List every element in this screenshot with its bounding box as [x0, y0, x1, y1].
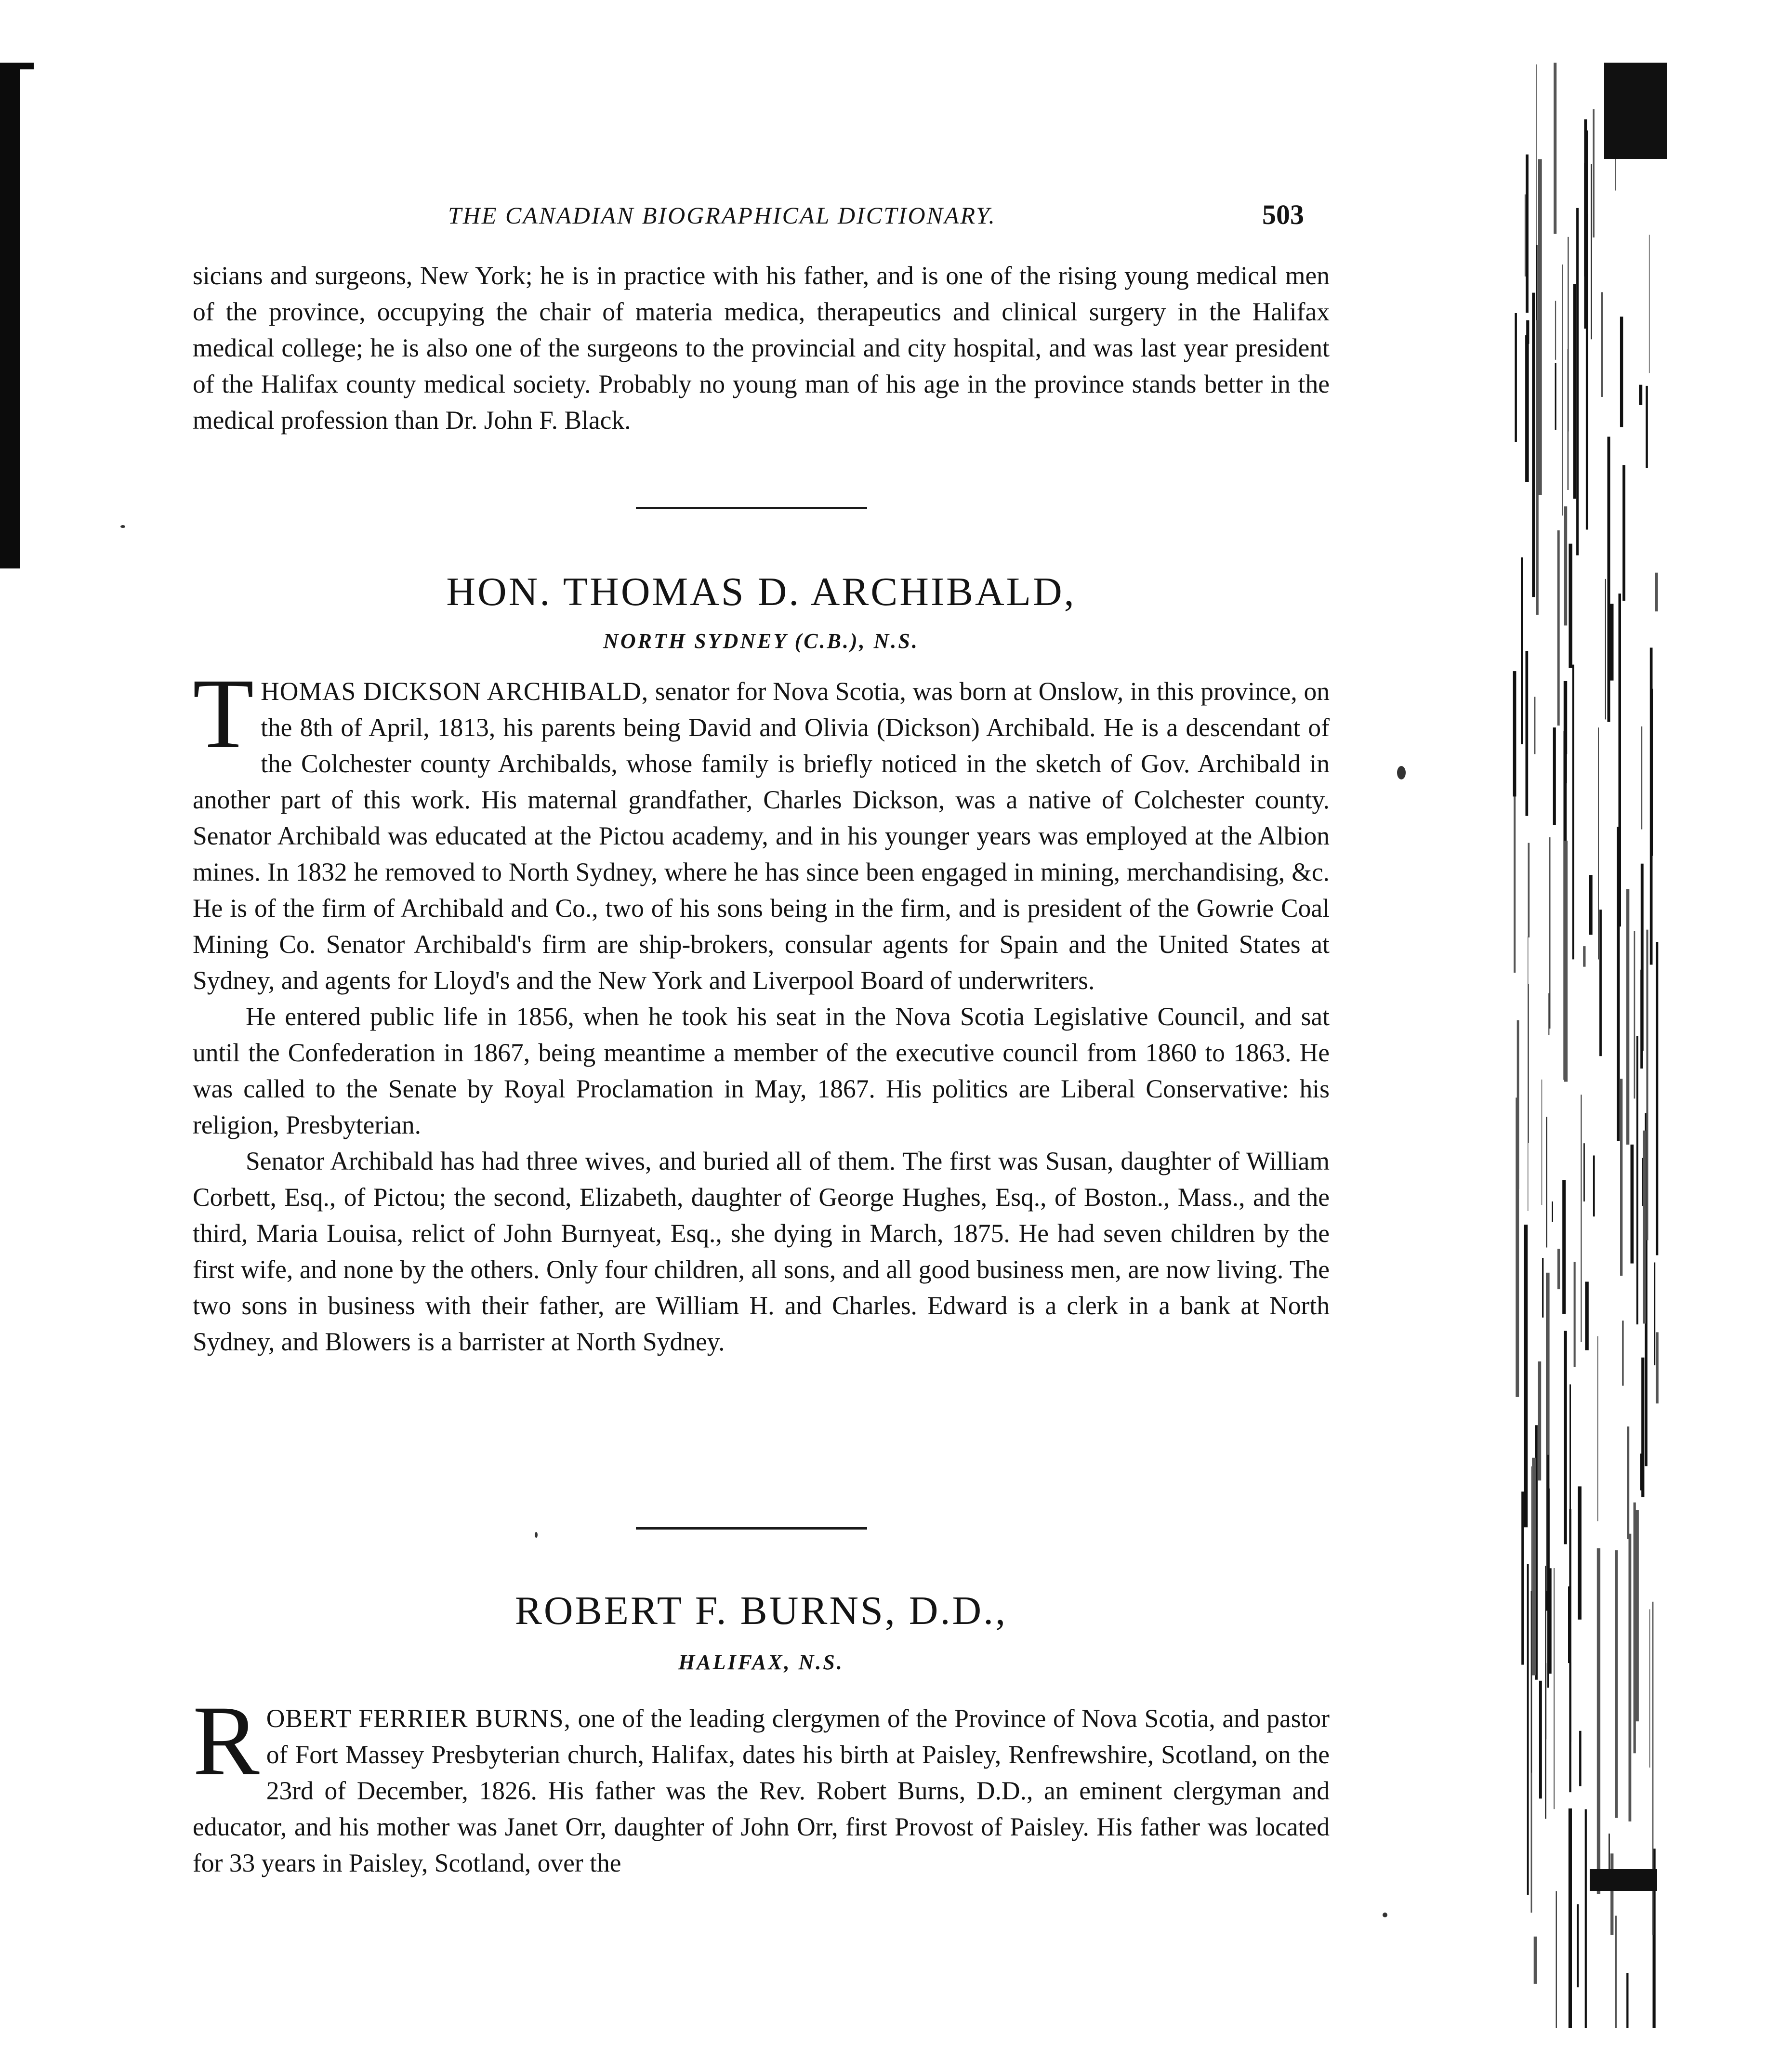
- scan-streak: [1569, 544, 1572, 668]
- scan-streak: [1527, 1564, 1529, 1895]
- scan-streak: [1556, 1891, 1557, 2029]
- scan-streak: [1601, 292, 1603, 397]
- scan-streak: [1619, 594, 1622, 926]
- scan-streak: [1542, 1258, 1543, 1318]
- scan-streak: [1589, 875, 1592, 935]
- scan-streak: [1534, 697, 1535, 754]
- scan-streak: [1608, 437, 1610, 722]
- continuation-block: [193, 258, 1330, 438]
- scan-streak: [1570, 1663, 1571, 1742]
- scan-streak: [1515, 313, 1517, 442]
- scan-streak: [1615, 1550, 1618, 1818]
- biography-location: HALIFAX, N.S.: [678, 1650, 844, 1674]
- scan-streak: [1593, 1156, 1595, 1217]
- scan-streak: [1597, 1548, 1600, 1894]
- scan-streak: [1528, 937, 1529, 1211]
- binding-shadow-top: [0, 63, 34, 69]
- scan-streak: [1598, 727, 1599, 959]
- scan-streak: [1538, 1361, 1542, 1480]
- ink-speck: [1383, 1913, 1387, 1917]
- scan-streak: [1593, 109, 1595, 238]
- scan-streak: [1627, 1426, 1629, 1539]
- ink-speck: [120, 525, 125, 528]
- scan-streak: [1569, 1808, 1572, 2028]
- scan-streak: [1525, 335, 1529, 482]
- scan-streak: [1626, 889, 1629, 1145]
- scan-streak: [1646, 930, 1648, 1241]
- scan-streak: [1534, 1937, 1537, 1984]
- scan-streak: [1583, 1143, 1585, 1201]
- scan-block: [1590, 1869, 1657, 1891]
- scan-streak: [1641, 864, 1644, 1051]
- scan-streak: [1643, 1131, 1646, 1324]
- scan-streak: [1605, 579, 1606, 720]
- scan-streak: [1538, 159, 1542, 495]
- section-divider: [636, 507, 867, 509]
- scan-streak: [1636, 1036, 1638, 1324]
- biography-paragraph: He entered public life in 1856, when he took his seat in the Nova Scotia Legislative Council, and sat until the Confederation in 1867, being meantime a member of the executive council from 1860 to 1863. He was called to the Senate by Royal Proclamation in May, 1867. His politics are Liberal Conservative: his religion, Presbyterian.: [193, 1002, 1330, 1139]
- section-divider: [636, 1527, 867, 1530]
- scan-streak: [1622, 465, 1625, 601]
- scan-streak: [1591, 164, 1592, 339]
- scan-streak: [1564, 841, 1568, 1082]
- scan-streak: [1585, 1282, 1588, 1351]
- scan-streak: [1549, 1568, 1551, 1674]
- scan-streak: [1581, 1095, 1582, 1342]
- scan-streak: [1557, 530, 1560, 726]
- scan-streak: [1610, 604, 1614, 680]
- scan-streak: [1649, 235, 1650, 373]
- scan-streak: [1585, 1809, 1587, 2028]
- scan-streak: [1629, 1534, 1632, 1821]
- scan-streak: [1656, 942, 1658, 1255]
- biography-title: HON. THOMAS D. ARCHIBALD,: [446, 569, 1076, 614]
- scan-streak: [1546, 1117, 1547, 1247]
- continuation-paragraph: sicians and surgeons, New York; he is in practice with his father, and is one of the rising young medical men of the province, occupying the chair of materia medica, therapeutics and clinical surgery in the Halifax medical college; he is also one of the surgeons to the provincial and city hospital, and was last year president of the Halifax county medical society. Probably no young man of his age in the province stands better in the medical profession than Dr. John F. Black.: [193, 261, 1330, 435]
- biography-paragraph: [193, 1685, 1330, 1881]
- scan-streak: [1574, 1262, 1576, 1367]
- scan-streak: [1646, 386, 1648, 468]
- scan-streak: [1597, 1336, 1598, 1521]
- biography-body: [193, 1685, 1330, 1881]
- drop-cap: T: [193, 658, 254, 769]
- ink-speck: [535, 1532, 538, 1538]
- scan-streak: [1513, 671, 1516, 796]
- scan-streak: [1524, 1225, 1528, 1527]
- scan-block: [1604, 63, 1667, 159]
- scan-streak: [1622, 1320, 1624, 1386]
- scan-streak: [1573, 284, 1576, 499]
- scan-streak: [1564, 506, 1568, 625]
- paragraph-text: senator for Nova Scotia, was born at Onslow, in this province, on the 8th of April, 1813, his parents being David and Olivia (Dickson) Archibald. He is a descendant of the Colchester county Archibalds, whose family is briefly noticed in the sketch of Gov. Archibald in another part of this work. His maternal grandfather, Charles Dickson, was a native of Colchester county. Senator Archibald was educated at the Pictou academy, and in his younger years was employed at the Albion mines. In 1832 he removed to North Sydney, where he has since been engaged in mining, merchandising, &c. He is of the firm of Archibald and Co., two of his sons being in the firm, and is president of the Gowrie Coal Mining Co. Senator Archibald's firm are ship-brokers, consular agents for Spain and the United States at Sydney, and agents for Lloyd's and the New York and Liverpool Board of underwriters.: [193, 677, 1330, 995]
- scan-streak: [1554, 1568, 1555, 1809]
- scan-streak: [1555, 301, 1556, 360]
- scan-streak: [1536, 320, 1539, 615]
- scan-streak: [1532, 293, 1535, 597]
- page-number: 503: [1262, 199, 1304, 230]
- scan-streak: [1642, 1158, 1643, 1206]
- scan-streak: [1552, 1201, 1553, 1222]
- scan-streak: [1620, 1079, 1622, 1276]
- scan-streak: [1650, 647, 1653, 964]
- scan-streak: [1656, 1332, 1659, 1403]
- scan-streak: [1555, 363, 1556, 430]
- scan-streak: [1557, 1249, 1560, 1289]
- ink-speck: [1397, 766, 1406, 779]
- lead-name: HOMAS DICKSON ARCHIBALD,: [261, 677, 649, 706]
- scan-streak: [1553, 727, 1556, 825]
- scan-streak: [1572, 665, 1574, 960]
- scan-streak: [1649, 1610, 1650, 1768]
- scan-streak: [1634, 931, 1635, 1098]
- scan-streak: [1599, 910, 1602, 1056]
- biography-location: NORTH SYDNEY (C.B.), N.S.: [603, 629, 919, 653]
- scan-streak: [1641, 726, 1643, 830]
- biography-paragraph: [193, 658, 1330, 999]
- scan-streak: [1654, 1263, 1656, 1366]
- scan-streak: [1615, 1916, 1617, 2028]
- scan-streak: [1655, 573, 1658, 612]
- scan-streak: [1517, 1020, 1519, 1189]
- scan-streak: [1564, 1331, 1567, 1544]
- scan-streak: [1631, 1145, 1634, 1264]
- scan-streak: [1610, 1853, 1613, 1935]
- scan-streak: [1577, 1904, 1579, 1987]
- scan-streak: [1626, 1973, 1628, 2028]
- scan-streak: [1587, 131, 1588, 281]
- scanned-page-edge: [1493, 63, 1696, 2028]
- scan-streak: [1639, 385, 1642, 405]
- scan-streak: [1562, 1180, 1566, 1314]
- running-head: THE CANADIAN BIOGRAPHICAL DICTIONARY.: [448, 202, 996, 229]
- biography-title: ROBERT F. BURNS, D.D.,: [514, 1588, 1008, 1633]
- scan-streak: [1528, 843, 1530, 937]
- scan-streak: [1578, 1486, 1582, 1619]
- scan-streak: [1641, 1358, 1644, 1497]
- scan-streak: [1521, 1491, 1524, 1664]
- lead-name: OBERT FERRIER BURNS,: [266, 1704, 571, 1733]
- scan-streak: [1539, 1681, 1542, 1799]
- scan-streak: [1547, 1455, 1549, 1688]
- scan-streak: [1525, 195, 1526, 277]
- biography-paragraph: Senator Archibald has had three wives, and buried all of them. The first was Susan, daughter of William Corbett, Esq., of Pictou; the second, Elizabeth, daughter of George Hughes, Esq., of Boston., Mass., and the third, Maria Louisa, relict of John Burnyeat, Esq., she dying in March, 1875. He had seven children by the first wife, and none by the others. Only four children, all sons, and all good business men, are now living. The two sons in business with their father, are William H. and Charles. Edward is a clerk in a bank at North Sydney, and Blowers is a barrister at North Sydney.: [193, 1147, 1330, 1356]
- biography-body: [193, 658, 1330, 1360]
- scan-streak: [1521, 557, 1523, 744]
- scan-streak: [1584, 119, 1587, 329]
- scan-streak: [1568, 349, 1569, 490]
- scan-streak: [1562, 264, 1563, 515]
- scan-streak: [1576, 208, 1579, 555]
- scan-streak: [1554, 63, 1556, 234]
- scan-streak: [1545, 1566, 1546, 1819]
- scan-streak: [1634, 1503, 1636, 1754]
- scan-streak: [1526, 651, 1529, 816]
- paragraph-text: one of the leading clergymen of the Province of Nova Scotia, and pastor of Fort Massey Presbyterian church, Halifax, dates his birth at Paisley, Renfrewshire, Scotland, on the 23rd of December, 1826. His father was the Rev. Robert Burns, D.D., an eminent clergyman and educator, and his mother was Janet Orr, daughter of John Orr, first Provost of Paisley. His father was located for 33 years in Paisley, Scotland, over the: [193, 1704, 1330, 1877]
- drop-cap: R: [193, 1685, 260, 1796]
- scan-streak: [1568, 1586, 1571, 1663]
- scan-streak: [1526, 320, 1529, 344]
- scan-streak: [1579, 1731, 1582, 1786]
- scan-streak: [1583, 946, 1585, 967]
- binding-shadow: [0, 65, 20, 568]
- scan-streak: [1548, 993, 1549, 1035]
- scan-streak: [1620, 317, 1623, 427]
- scan-streak: [1532, 1458, 1536, 1676]
